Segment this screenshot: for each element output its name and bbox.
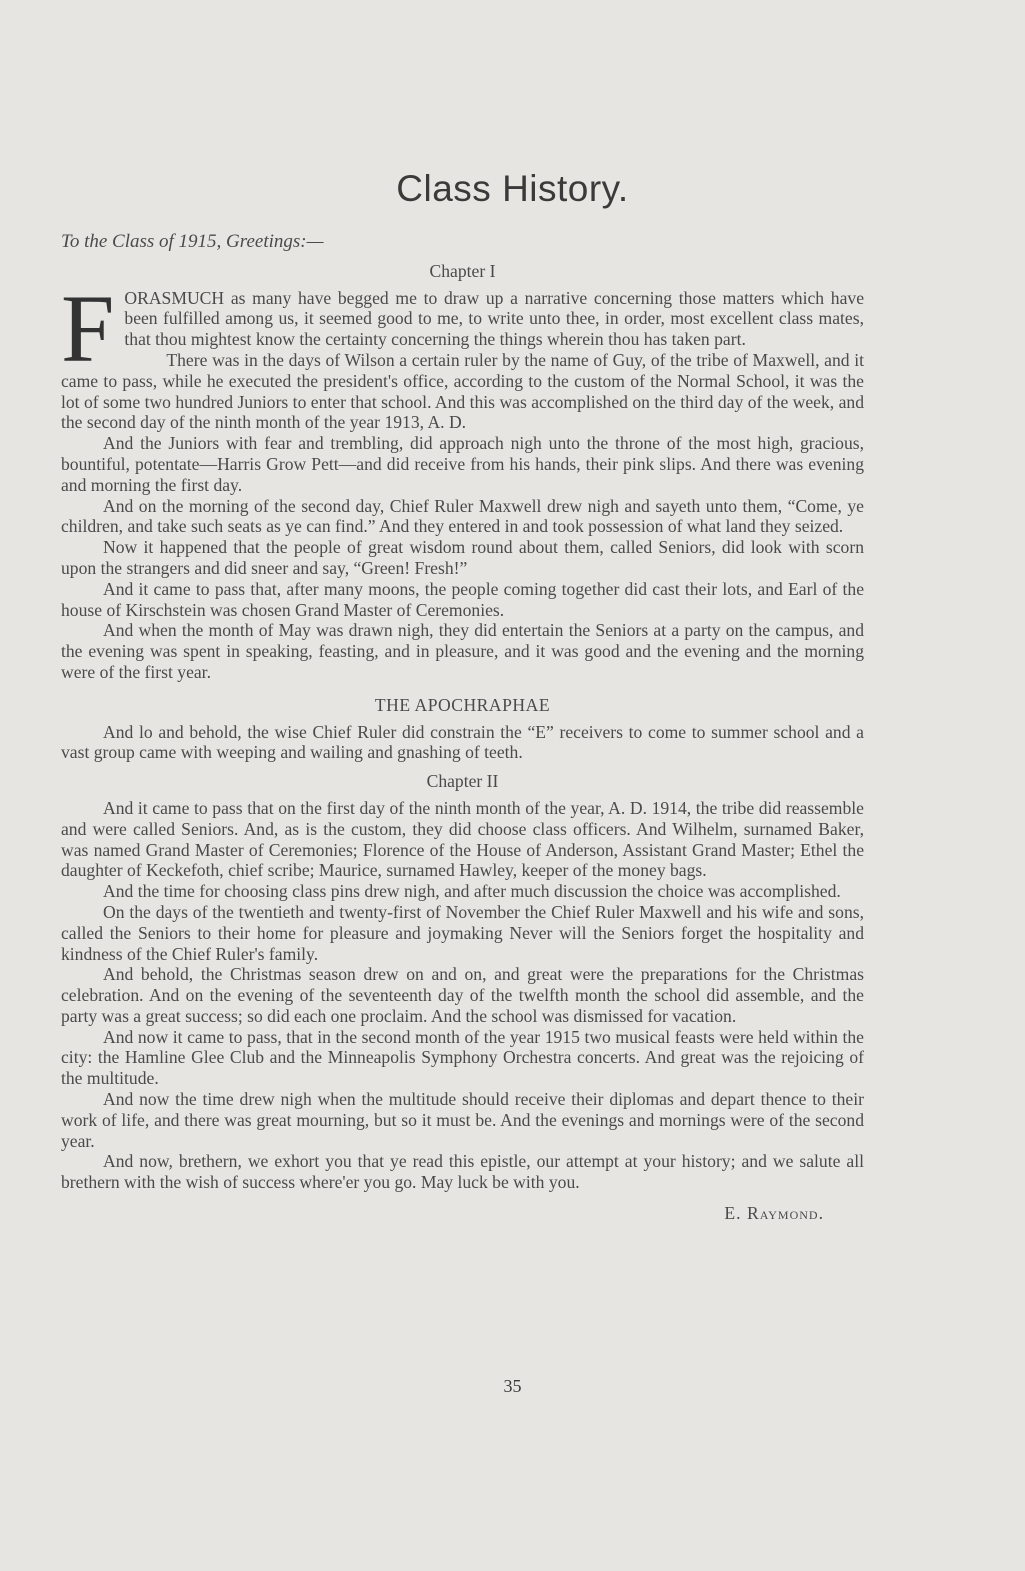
chapter-heading-2: Chapter II xyxy=(426,771,499,792)
page-number: 35 xyxy=(503,1376,522,1396)
paragraph: And now the time drew nigh when the multitude should receive their diplomas and depart thence to their work of life, and there was great mourning, but so it must be. And the evenings and mornings were of the second year. xyxy=(61,1089,864,1151)
paragraph: And it came to pass that on the first day of the ninth month of the year, A. D. 1914, the tribe did reassemble and were called Seniors. And, as is the custom, they did choose class officers. And Wilhelm, surnamed Baker, was named Grand Master of Ceremonies; Florence of the House of Anderson, Assistant Grand Master; Ethel the daughter of Keckefoth, chief scribe; Maurice, surnamed Hawley, keeper of the money bags. xyxy=(61,797,864,881)
opening-paragraph xyxy=(61,274,864,382)
paragraph: On the days of the twentieth and twenty-first of November the Chief Ruler Maxwell and his wife and sons, called the Seniors to their home for pleasure and joymaking Never will the Seniors forget the hospitality and kindness of the Chief Ruler's family. xyxy=(61,901,864,964)
body-text xyxy=(61,232,864,1224)
paragraph: And when the month of May was drawn nigh, they did entertain the Seniors at a party on the campus, and the evening was spent in speaking, feasting, and in pleasure, and it was good and the evening and the morning were of the first year. xyxy=(61,620,864,682)
greeting: To the Class of 1915, Greetings:— xyxy=(61,231,324,252)
signature: E. Raymond. xyxy=(724,1203,824,1224)
section-heading: THE APOCHRAPHAE xyxy=(374,694,551,715)
paragraph: And behold, the Christmas season drew on and on, and great were the preparations for the Christmas celebration. And on the evening of the seventeenth day of the twelfth month the school did assemble, and the party was a great success; so did each one proclaim. And the school was dismissed for vacation. xyxy=(61,964,864,1026)
paragraph: And on the morning of the second day, Chief Ruler Maxwell drew nigh and sayeth unto them, “Come, ye children, and take such seats as ye can find.” And they entered in and took possession of what land they seized. xyxy=(61,495,864,537)
paragraph: And now, brethern, we exhort you that ye read this epistle, our attempt at your history; and we salute all brethern with the wish of success where'er you go. May luck be with you. xyxy=(61,1151,864,1193)
paragraph: And the time for choosing class pins drew nigh, and after much discussion the choice was accomplished. xyxy=(103,881,841,902)
paragraph: And lo and behold, the wise Chief Ruler did constrain the “E” receivers to come to summer school and a vast group came with weeping and wailing and gnashing of teeth. xyxy=(61,721,864,763)
drop-cap: F xyxy=(61,274,115,382)
opening-text: ORASMUCH as many have begged me to draw up a narrative concerning those matters which have been fulfilled among us, it seemed good to me, to write unto thee, in order, most excellent class mates, that thou mightest know the certainty concerning the things wherein thou has taken part. xyxy=(124,287,864,350)
paragraph: Now it happened that the people of great wisdom round about them, called Seniors, did look with scorn upon the strangers and did sneer and say, “Green! Fresh!” xyxy=(61,537,864,578)
paragraph: There was in the days of Wilson a certain ruler by the name of Guy, of the tribe of Maxwell, and it came to pass, while he executed the president's office, according to the custom of the Normal School, it was the lot of some two hundred Juniors to enter that school. And this was accomplished on the third day of the week, and the second day of the ninth month of the year 1913, A. D. xyxy=(61,349,864,433)
chapter-heading-1: Chapter I xyxy=(429,260,496,281)
paragraph: And it came to pass that, after many moons, the people coming together did cast their lots, and Earl of the house of Kirschstein was chosen Grand Master of Ceremonies. xyxy=(61,578,864,620)
paragraph: And now it came to pass, that in the second month of the year 1915 two musical feasts were held within the city: the Hamline Glee Club and the Minneapolis Symphony Orchestra concerts. And great was the rejoicing of the multitude. xyxy=(61,1026,864,1089)
paragraph: And the Juniors with fear and trembling, did approach nigh unto the throne of the most high, gracious, bountiful, potentate—Harris Grow Pett—and did receive from his hands, their pink slips. And there was evening and morning the first day. xyxy=(61,433,864,495)
page-title: Class History. xyxy=(396,168,629,209)
